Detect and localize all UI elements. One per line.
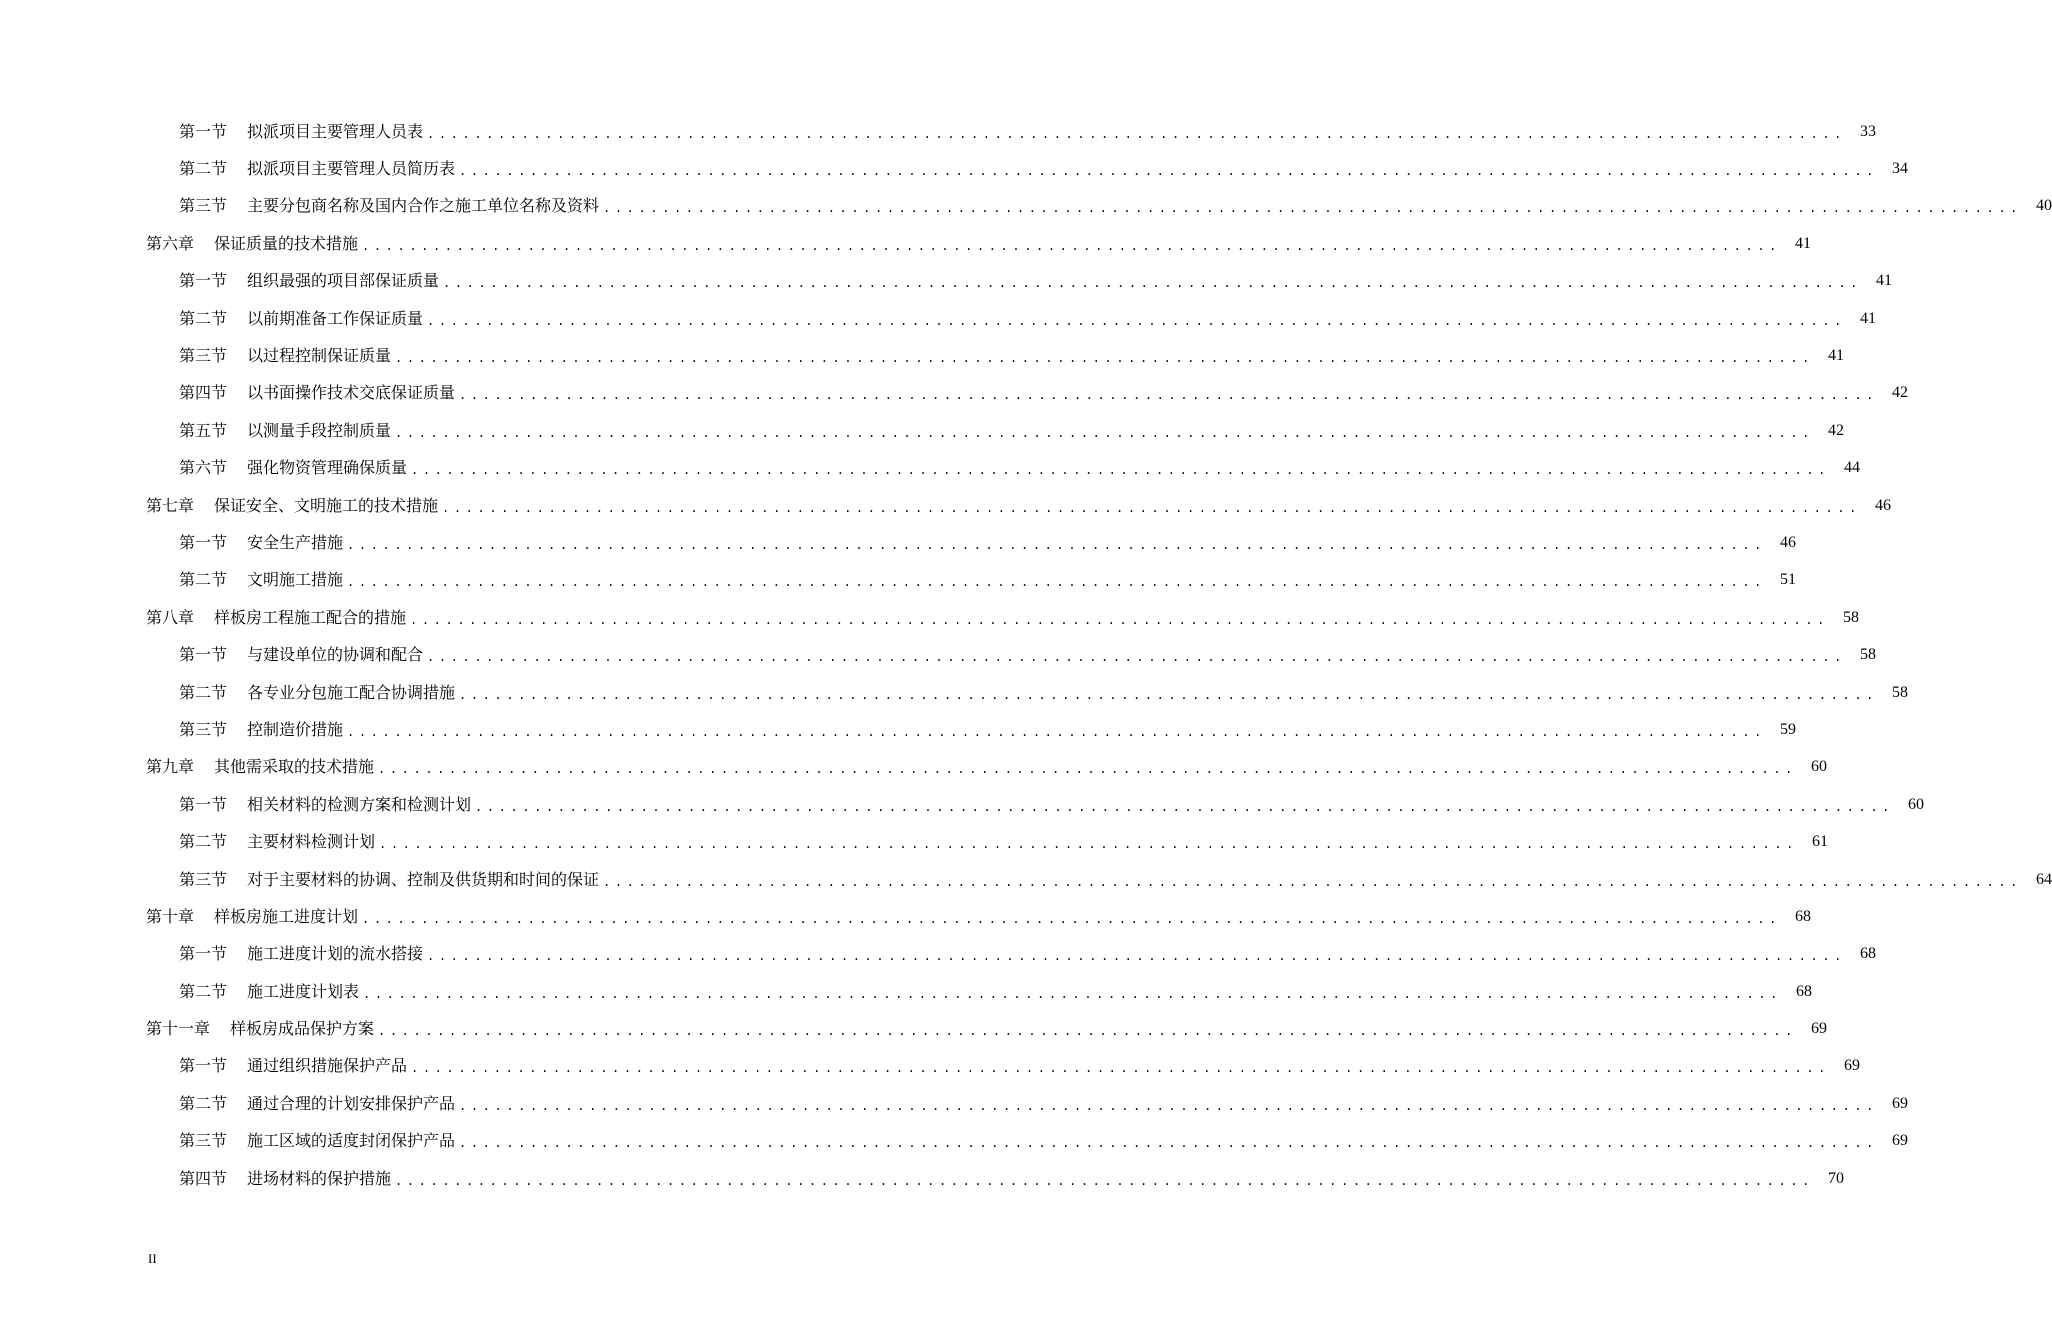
toc-entry-page: 46 — [1779, 533, 1796, 551]
toc-entry-title: 通过组织措施保护产品 — [247, 1056, 408, 1076]
toc-entry-title: 施工区域的适度封闭保护产品 — [247, 1131, 456, 1151]
toc-entry-number: 第九章 — [146, 757, 195, 777]
toc-entry-number: 第一节 — [179, 121, 228, 141]
toc-entry-number: 第三节 — [179, 869, 228, 889]
toc-entry-number: 第八章 — [146, 607, 195, 627]
toc-entry-page: 41 — [1794, 234, 1811, 252]
toc-dot-leader: ........................................................................................................................ — [459, 1136, 1878, 1151]
toc-dot-leader: ........................................................................................................................ — [378, 762, 1797, 777]
toc-entry-title: 拟派项目主要管理人员表 — [247, 121, 424, 141]
toc-section-entry[interactable] — [0, 562, 1796, 599]
toc-dot-leader: ........................................................................................................................ — [427, 949, 1846, 964]
toc-entry-number: 第三节 — [179, 196, 228, 216]
toc-entry-page: 41 — [1875, 272, 1892, 290]
toc-entry-title: 通过合理的计划安排保护产品 — [247, 1093, 456, 1113]
toc-entry-number: 第六章 — [146, 233, 195, 253]
toc-dot-leader: ........................................................................................................................ — [443, 276, 1862, 291]
toc-entry-number: 第三节 — [179, 719, 228, 739]
toc-entry-page: 42 — [1827, 421, 1844, 439]
toc-entry-title: 以前期准备工作保证质量 — [247, 308, 424, 328]
toc-entry-page: 70 — [1827, 1169, 1844, 1187]
toc-entry-page: 60 — [1907, 795, 1924, 813]
toc-entry-title: 相关材料的检测方案和检测计划 — [247, 794, 472, 814]
table-of-contents — [0, 113, 2052, 1197]
toc-section-entry[interactable] — [0, 300, 1876, 337]
toc-entry-label — [146, 608, 406, 628]
toc-dot-leader: ........................................................................................................................ — [410, 612, 1829, 627]
toc-entry-page: 59 — [1779, 720, 1796, 738]
toc-entry-number: 第二节 — [179, 682, 228, 702]
toc-dot-leader: ........................................................................................................................ — [347, 537, 1766, 552]
toc-entry-label — [146, 757, 374, 777]
toc-entry-number: 第二节 — [179, 308, 228, 328]
toc-entry-page: 60 — [1810, 758, 1827, 776]
toc-entry-page: 34 — [1891, 160, 1908, 178]
toc-dot-leader: ........................................................................................................................ — [459, 388, 1878, 403]
toc-dot-leader: ........................................................................................................................ — [363, 986, 1782, 1001]
toc-dot-leader: ........................................................................................................................ — [603, 201, 2022, 216]
toc-entry-label — [179, 159, 455, 179]
toc-entry-title: 保证质量的技术措施 — [214, 233, 359, 253]
toc-entry-page: 51 — [1779, 571, 1796, 589]
toc-entry-label — [179, 346, 391, 366]
toc-section-entry[interactable] — [0, 263, 1892, 300]
toc-entry-title: 施工进度计划表 — [247, 981, 360, 1001]
toc-dot-leader: ........................................................................................................................ — [459, 687, 1878, 702]
toc-dot-leader: ........................................................................................................................ — [442, 500, 1861, 515]
toc-entry-page: 68 — [1794, 907, 1811, 925]
toc-entry-page: 61 — [1811, 833, 1828, 851]
toc-dot-leader: ........................................................................................................................ — [427, 126, 1846, 141]
toc-section-entry[interactable] — [0, 1123, 1908, 1160]
toc-entry-number: 第四节 — [179, 383, 228, 403]
toc-dot-leader: ........................................................................................................................ — [379, 837, 1798, 852]
toc-section-entry[interactable] — [0, 1160, 1844, 1197]
toc-section-entry[interactable] — [0, 337, 1844, 374]
toc-section-entry[interactable] — [0, 450, 1860, 487]
toc-entry-label — [146, 907, 358, 927]
toc-chapter-entry[interactable] — [0, 749, 1827, 786]
toc-section-entry[interactable] — [0, 412, 1844, 449]
toc-entry-label — [179, 832, 375, 852]
toc-entry-label — [179, 870, 599, 890]
toc-section-entry[interactable] — [0, 1085, 1908, 1122]
toc-entry-page: 69 — [1843, 1057, 1860, 1075]
toc-entry-title: 与建设单位的协调和配合 — [247, 645, 424, 665]
toc-entry-label — [179, 645, 423, 665]
toc-chapter-entry[interactable] — [0, 898, 1811, 935]
toc-entry-label — [179, 1131, 455, 1151]
toc-dot-leader: ........................................................................................................................ — [395, 351, 1814, 366]
toc-entry-label — [179, 421, 391, 441]
toc-section-entry[interactable] — [0, 113, 1876, 150]
toc-entry-page: 42 — [1891, 384, 1908, 402]
toc-section-entry[interactable] — [0, 861, 2052, 898]
toc-entry-title: 组织最强的项目部保证质量 — [247, 271, 440, 291]
toc-entry-title: 以过程控制保证质量 — [247, 346, 392, 366]
toc-entry-label — [179, 309, 423, 329]
toc-entry-label — [179, 533, 343, 553]
toc-entry-number: 第三节 — [179, 1131, 228, 1151]
toc-chapter-entry[interactable] — [0, 1010, 1827, 1047]
toc-entry-page: 46 — [1874, 496, 1891, 514]
toc-entry-page: 64 — [2035, 870, 2052, 888]
toc-entry-title: 强化物资管理确保质量 — [247, 458, 408, 478]
toc-entry-page: 69 — [1810, 1020, 1827, 1038]
toc-section-entry[interactable] — [0, 823, 1828, 860]
toc-dot-leader: ........................................................................................................................ — [347, 724, 1766, 739]
toc-entry-label — [179, 1056, 407, 1076]
toc-entry-number: 第二节 — [179, 159, 228, 179]
toc-section-entry[interactable] — [0, 1048, 1860, 1085]
toc-entry-title: 拟派项目主要管理人员简历表 — [247, 159, 456, 179]
toc-entry-number: 第一节 — [179, 944, 228, 964]
toc-entry-label — [179, 271, 439, 291]
toc-entry-page: 68 — [1859, 945, 1876, 963]
toc-entry-number: 第二节 — [179, 832, 228, 852]
toc-section-entry[interactable] — [0, 524, 1796, 561]
toc-entry-title: 对于主要材料的协调、控制及供货期和时间的保证 — [247, 869, 600, 889]
toc-entry-number: 第五节 — [179, 420, 228, 440]
toc-entry-number: 第二节 — [179, 570, 228, 590]
toc-section-entry[interactable] — [0, 936, 1876, 973]
toc-entry-title: 保证安全、文明施工的技术措施 — [214, 495, 439, 515]
toc-entry-number: 第一节 — [179, 645, 228, 665]
toc-section-entry[interactable] — [0, 711, 1796, 748]
toc-entry-page: 58 — [1842, 608, 1859, 626]
toc-dot-leader: ........................................................................................................................ — [378, 1024, 1797, 1039]
toc-entry-label — [179, 683, 455, 703]
toc-entry-number: 第十章 — [146, 906, 195, 926]
toc-entry-title: 控制造价措施 — [247, 719, 344, 739]
toc-entry-number: 第四节 — [179, 1168, 228, 1188]
toc-section-entry[interactable] — [0, 636, 1876, 673]
toc-entry-page: 69 — [1891, 1132, 1908, 1150]
toc-entry-number: 第三节 — [179, 346, 228, 366]
toc-entry-page: 40 — [2035, 197, 2052, 215]
toc-entry-number: 第十一章 — [146, 1019, 211, 1039]
toc-section-entry[interactable] — [0, 786, 1924, 823]
toc-dot-leader: ........................................................................................................................ — [362, 238, 1781, 253]
toc-entry-title: 文明施工措施 — [247, 570, 344, 590]
toc-entry-number: 第一节 — [179, 1056, 228, 1076]
toc-entry-title: 主要分包商名称及国内合作之施工单位名称及资料 — [247, 196, 600, 216]
toc-entry-page: 58 — [1891, 683, 1908, 701]
toc-section-entry[interactable] — [0, 188, 2052, 225]
toc-entry-page: 44 — [1843, 459, 1860, 477]
toc-entry-title: 其他需采取的技术措施 — [214, 757, 375, 777]
toc-entry-title: 主要材料检测计划 — [247, 832, 376, 852]
toc-dot-leader: ........................................................................................................................ — [395, 425, 1814, 440]
toc-entry-title: 以书面操作技术交底保证质量 — [247, 383, 456, 403]
toc-entry-label — [179, 1094, 455, 1114]
toc-dot-leader: ........................................................................................................................ — [459, 164, 1878, 179]
toc-section-entry[interactable] — [0, 150, 1908, 187]
toc-section-entry[interactable] — [0, 375, 1908, 412]
toc-chapter-entry[interactable] — [0, 225, 1811, 262]
toc-entry-label — [179, 944, 423, 964]
toc-entry-title: 进场材料的保护措施 — [247, 1168, 392, 1188]
toc-entry-label — [146, 1019, 374, 1039]
toc-entry-page: 68 — [1795, 982, 1812, 1000]
toc-section-entry[interactable] — [0, 973, 1812, 1010]
toc-entry-page: 58 — [1859, 646, 1876, 664]
toc-entry-title: 施工进度计划的流水搭接 — [247, 944, 424, 964]
toc-entry-label — [179, 458, 407, 478]
toc-dot-leader: ........................................................................................................................ — [603, 874, 2022, 889]
toc-entry-title: 以测量手段控制质量 — [247, 420, 392, 440]
footer-page-number: II — [148, 1251, 157, 1266]
toc-entry-label — [179, 196, 599, 216]
toc-entry-number: 第二节 — [179, 981, 228, 1001]
toc-dot-leader: ........................................................................................................................ — [411, 463, 1830, 478]
toc-dot-leader: ........................................................................................................................ — [427, 650, 1846, 665]
toc-entry-number: 第一节 — [179, 794, 228, 814]
toc-entry-number: 第七章 — [146, 495, 195, 515]
toc-dot-leader: ........................................................................................................................ — [459, 1098, 1878, 1113]
toc-entry-label — [179, 982, 359, 1002]
toc-dot-leader: ........................................................................................................................ — [427, 313, 1846, 328]
toc-dot-leader: ........................................................................................................................ — [475, 799, 1894, 814]
toc-dot-leader: ........................................................................................................................ — [362, 911, 1781, 926]
toc-entry-label — [179, 1169, 391, 1189]
toc-entry-page: 41 — [1859, 309, 1876, 327]
toc-entry-label — [179, 383, 455, 403]
toc-entry-label — [179, 720, 343, 740]
toc-dot-leader: ........................................................................................................................ — [411, 1061, 1830, 1076]
toc-entry-title: 样板房成品保护方案 — [230, 1019, 375, 1039]
toc-entry-title: 样板房施工进度计划 — [214, 906, 359, 926]
toc-entry-label — [179, 795, 471, 815]
toc-entry-number: 第一节 — [179, 271, 228, 291]
toc-entry-title: 各专业分包施工配合协调措施 — [247, 682, 456, 702]
toc-entry-number: 第六节 — [179, 458, 228, 478]
toc-dot-leader: ........................................................................................................................ — [347, 575, 1766, 590]
toc-entry-title: 安全生产措施 — [247, 532, 344, 552]
toc-entry-label — [146, 496, 438, 516]
toc-entry-label — [146, 234, 358, 254]
toc-section-entry[interactable] — [0, 674, 1908, 711]
toc-entry-number: 第二节 — [179, 1093, 228, 1113]
toc-entry-number: 第一节 — [179, 532, 228, 552]
toc-dot-leader: ........................................................................................................................ — [395, 1173, 1814, 1188]
toc-entry-page: 33 — [1859, 122, 1876, 140]
toc-entry-label — [179, 122, 423, 142]
toc-chapter-entry[interactable] — [0, 599, 1859, 636]
toc-entry-label — [179, 570, 343, 590]
toc-chapter-entry[interactable] — [0, 487, 1891, 524]
toc-entry-page: 41 — [1827, 347, 1844, 365]
toc-entry-page: 69 — [1891, 1094, 1908, 1112]
toc-entry-title: 样板房工程施工配合的措施 — [214, 607, 407, 627]
